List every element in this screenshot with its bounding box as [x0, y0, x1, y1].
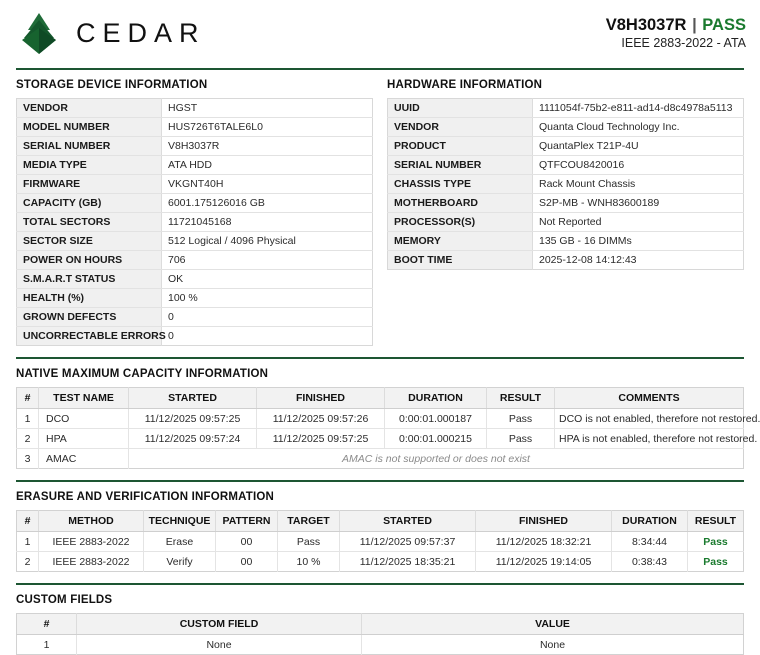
nmc-duration: 0:00:01.000215	[385, 429, 487, 449]
storage-device-table	[16, 98, 373, 346]
field-label: BOOT TIME	[388, 251, 533, 270]
report-standard-subtitle: IEEE 2883-2022 - ATA	[621, 35, 746, 50]
field-label: CHASSIS TYPE	[388, 175, 533, 194]
hardware-section	[387, 70, 744, 346]
field-value: 11721045168	[162, 213, 373, 232]
nmc-duration: 0:00:01.000187	[385, 409, 487, 429]
nmc-index: 3	[17, 449, 39, 469]
erasure-section-divider	[16, 480, 744, 482]
erasure-pattern: 00	[216, 552, 278, 572]
nmc-column-header: #	[17, 388, 39, 409]
erasure-column-header: METHOD	[39, 511, 144, 532]
nmc-started: 11/12/2025 09:57:25	[129, 409, 257, 429]
field-value: 706	[162, 251, 373, 270]
nmc-test-name: AMAC	[39, 449, 129, 469]
nmc-column-header: RESULT	[487, 388, 555, 409]
erasure-duration: 0:38:43	[612, 552, 688, 572]
table-row	[17, 327, 373, 346]
erasure-method: IEEE 2883-2022	[39, 532, 144, 552]
hardware-section-title: HARDWARE INFORMATION	[387, 79, 543, 91]
field-value: HGST	[162, 99, 373, 118]
erasure-pattern: 00	[216, 532, 278, 552]
table-row	[388, 194, 744, 213]
erasure-index: 1	[17, 532, 39, 552]
erasure-duration: 8:34:44	[612, 532, 688, 552]
erasure-started: 11/12/2025 09:57:37	[340, 532, 476, 552]
storage-device-section	[16, 70, 373, 346]
table-row	[17, 156, 373, 175]
field-label: MOTHERBOARD	[388, 194, 533, 213]
erasure-index: 2	[17, 552, 39, 572]
table-row	[17, 308, 373, 327]
field-label: FIRMWARE	[17, 175, 162, 194]
nmc-result: Pass	[487, 409, 555, 429]
hardware-table	[387, 98, 744, 270]
table-row	[388, 232, 744, 251]
field-label: POWER ON HOURS	[17, 251, 162, 270]
table-row	[388, 137, 744, 156]
table-row	[17, 137, 373, 156]
table-row	[17, 213, 373, 232]
table-row	[17, 251, 373, 270]
field-label: CAPACITY (GB)	[17, 194, 162, 213]
header-right	[606, 15, 746, 51]
field-label: VENDOR	[388, 118, 533, 137]
brand-name: CEDAR	[76, 17, 206, 48]
erasure-finished: 11/12/2025 19:14:05	[476, 552, 612, 572]
field-value: 135 GB - 16 DIMMs	[533, 232, 744, 251]
custom-field-name: None	[77, 635, 362, 655]
nmc-column-header: STARTED	[129, 388, 257, 409]
custom-fields-section	[0, 583, 760, 655]
erasure-column-header: PATTERN	[216, 511, 278, 532]
table-row	[17, 289, 373, 308]
field-value: VKGNT40H	[162, 175, 373, 194]
field-label: UNCORRECTABLE ERRORS	[17, 327, 162, 346]
field-label: VENDOR	[17, 99, 162, 118]
nmc-section-divider	[16, 357, 744, 359]
table-row	[17, 635, 744, 655]
field-label: SECTOR SIZE	[17, 232, 162, 251]
table-row	[17, 175, 373, 194]
table-row	[17, 270, 373, 289]
custom-field-index: 1	[17, 635, 77, 655]
top-columns	[0, 70, 760, 346]
field-value: Rack Mount Chassis	[533, 175, 744, 194]
erasure-table-header-row	[17, 511, 744, 532]
erasure-target: Pass	[278, 532, 340, 552]
erasure-section-title: ERASURE AND VERIFICATION INFORMATION	[16, 491, 275, 503]
field-value: 6001.175126016 GB	[162, 194, 373, 213]
custom-field-column-header: VALUE	[362, 614, 744, 635]
field-label: S.M.A.R.T STATUS	[17, 270, 162, 289]
nmc-table-header-row	[17, 388, 744, 409]
table-row	[17, 429, 744, 449]
nmc-test-name: HPA	[39, 429, 129, 449]
custom-fields-section-divider	[16, 583, 744, 585]
cedar-tree-logo-icon	[16, 10, 62, 56]
table-row	[388, 175, 744, 194]
field-value: 512 Logical / 4096 Physical	[162, 232, 373, 251]
field-label: UUID	[388, 99, 533, 118]
custom-fields-table	[16, 613, 744, 655]
table-row	[388, 251, 744, 270]
field-value: 0	[162, 308, 373, 327]
custom-fields-header-row	[17, 614, 744, 635]
report-header	[0, 0, 760, 64]
field-value: 2025-12-08 14:12:43	[533, 251, 744, 270]
nmc-index: 2	[17, 429, 39, 449]
nmc-column-header: TEST NAME	[39, 388, 129, 409]
field-value: QuantaPlex T21P-4U	[533, 137, 744, 156]
erasure-technique: Erase	[144, 532, 216, 552]
erasure-column-header: TECHNIQUE	[144, 511, 216, 532]
erasure-result: Pass	[688, 532, 744, 552]
table-row	[17, 99, 373, 118]
field-value: Quanta Cloud Technology Inc.	[533, 118, 744, 137]
nmc-finished: 11/12/2025 09:57:26	[257, 409, 385, 429]
erasure-technique: Verify	[144, 552, 216, 572]
table-row	[17, 449, 744, 469]
table-row	[17, 409, 744, 429]
nmc-unsupported-message: AMAC is not supported or does not exist	[342, 452, 530, 465]
overall-status-badge: PASS	[702, 15, 746, 34]
field-value: 100 %	[162, 289, 373, 308]
erasure-finished: 11/12/2025 18:32:21	[476, 532, 612, 552]
brand	[16, 10, 206, 56]
table-row	[388, 99, 744, 118]
field-label: SERIAL NUMBER	[17, 137, 162, 156]
nmc-index: 1	[17, 409, 39, 429]
custom-field-column-header: CUSTOM FIELD	[77, 614, 362, 635]
native-max-capacity-section	[0, 357, 760, 469]
field-label: MEMORY	[388, 232, 533, 251]
field-value: V8H3037R	[162, 137, 373, 156]
field-value: Not Reported	[533, 213, 744, 232]
custom-field-value: None	[539, 638, 566, 651]
field-label: SERIAL NUMBER	[388, 156, 533, 175]
nmc-table	[16, 387, 760, 469]
nmc-comments: HPA is not enabled, therefore not restored.	[555, 429, 744, 449]
field-value: ATA HDD	[162, 156, 373, 175]
report-title	[606, 15, 746, 35]
field-value: S2P-MB - WNH83600189	[533, 194, 744, 213]
erasure-table	[16, 510, 744, 572]
device-serial-title: V8H3037R	[605, 15, 687, 34]
nmc-test-name: DCO	[39, 409, 129, 429]
field-value: OK	[162, 270, 373, 289]
nmc-comments: DCO is not enabled, therefore not restored.	[555, 409, 744, 429]
title-separator: |	[692, 15, 697, 34]
field-value: HUS726T6TALE6L0	[162, 118, 373, 137]
field-label: MODEL NUMBER	[17, 118, 162, 137]
table-row	[388, 213, 744, 232]
storage-device-section-title: STORAGE DEVICE INFORMATION	[16, 79, 208, 91]
erasure-column-header: STARTED	[340, 511, 476, 532]
table-row	[388, 156, 744, 175]
field-label: TOTAL SECTORS	[17, 213, 162, 232]
nmc-started: 11/12/2025 09:57:24	[129, 429, 257, 449]
field-label: PRODUCT	[388, 137, 533, 156]
nmc-result: Pass	[487, 429, 555, 449]
nmc-finished: 11/12/2025 09:57:25	[257, 429, 385, 449]
erasure-column-header: FINISHED	[476, 511, 612, 532]
field-label: MEDIA TYPE	[17, 156, 162, 175]
erasure-started: 11/12/2025 18:35:21	[340, 552, 476, 572]
erasure-column-header: RESULT	[688, 511, 744, 532]
custom-fields-section-title: CUSTOM FIELDS	[16, 594, 113, 606]
table-row	[17, 532, 744, 552]
erasure-column-header: DURATION	[612, 511, 688, 532]
nmc-column-header: FINISHED	[257, 388, 385, 409]
table-row	[17, 194, 373, 213]
table-row	[17, 118, 373, 137]
table-row	[17, 232, 373, 251]
nmc-column-header: DURATION	[385, 388, 487, 409]
erasure-target: 10 %	[278, 552, 340, 572]
field-label: PROCESSOR(S)	[388, 213, 533, 232]
nmc-section-title: NATIVE MAXIMUM CAPACITY INFORMATION	[16, 368, 269, 380]
field-value: 1111054f-75b2-e811-ad14-d8c4978a5113	[533, 99, 744, 118]
custom-field-column-header: #	[17, 614, 77, 635]
table-row	[17, 552, 744, 572]
erasure-column-header: #	[17, 511, 39, 532]
erasure-result: Pass	[703, 555, 728, 568]
erasure-section	[0, 480, 760, 572]
field-value: 0	[162, 327, 373, 346]
erasure-column-header: TARGET	[278, 511, 340, 532]
field-label: GROWN DEFECTS	[17, 308, 162, 327]
nmc-column-header: COMMENTS	[555, 388, 744, 409]
field-value: QTFCOU8420016	[533, 156, 744, 175]
field-label: HEALTH (%)	[17, 289, 162, 308]
table-row	[388, 118, 744, 137]
erasure-method: IEEE 2883-2022	[39, 552, 144, 572]
